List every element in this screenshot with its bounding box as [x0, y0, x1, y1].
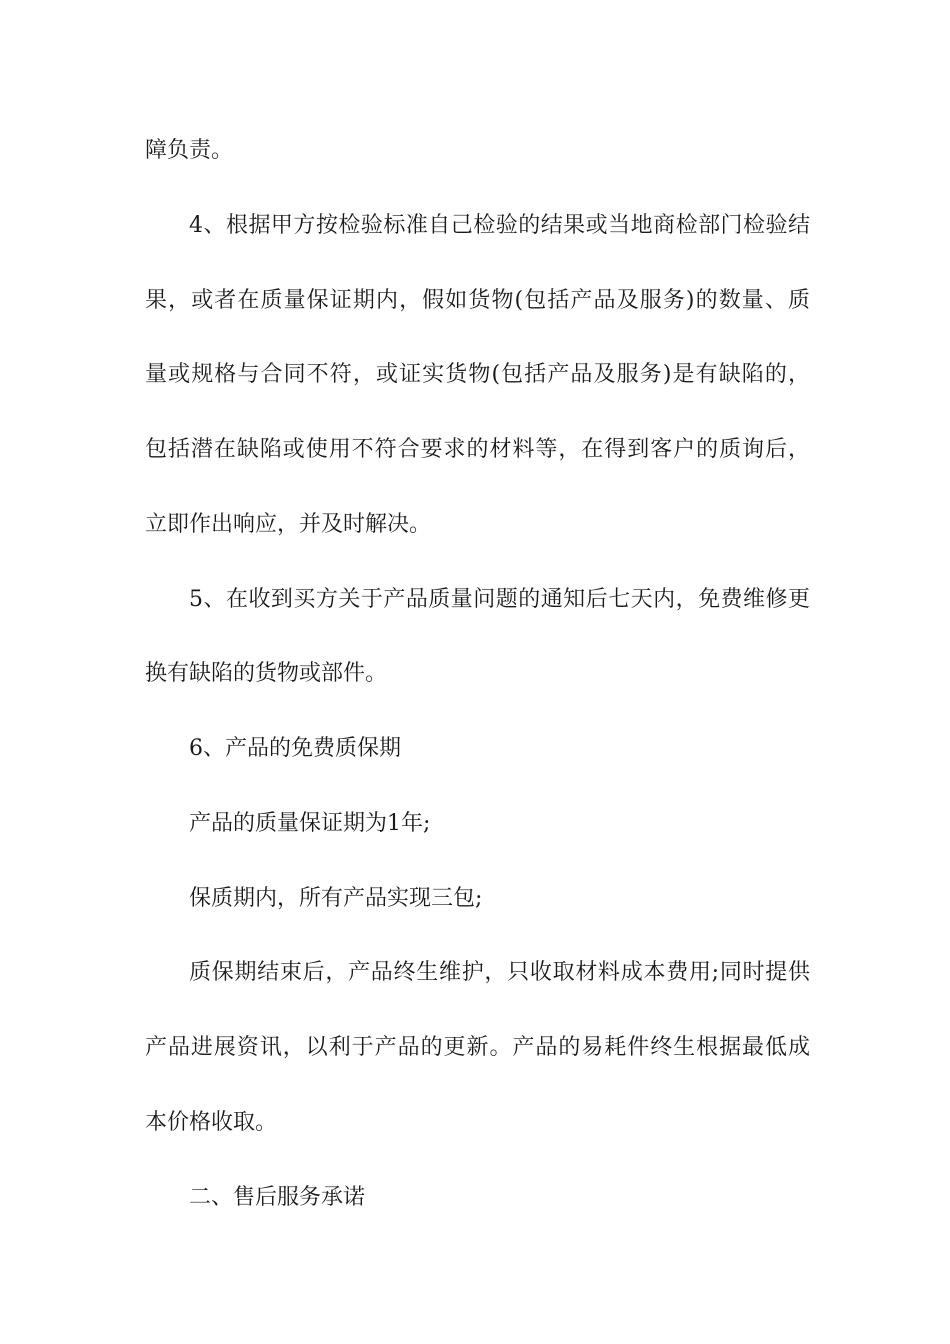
- text-line-6: 立即作出响应，并及时解决。: [145, 512, 432, 537]
- text-line-1: 障负责。: [145, 138, 234, 163]
- text-line-7: 5、在收到买方关于产品质量问题的通知后七天内，免费维修更: [189, 587, 810, 612]
- text-line-2: 4、根据甲方按检验标准自己检验的结果或当地商检部门检验结: [189, 213, 810, 238]
- text-line-9: 6、产品的免费质保期: [189, 736, 401, 761]
- section-heading: 二、售后服务承诺: [189, 1185, 366, 1210]
- text-line-3: 果，或者在质量保证期内，假如货物(包括产品及服务)的数量、质: [145, 288, 810, 313]
- text-line-12: 质保期结束后，产品终生维护，只收取材料成本费用;同时提供: [189, 960, 810, 985]
- text-line-11: 保质期内，所有产品实现三包;: [189, 886, 483, 911]
- text-line-4: 量或规格与合同不符，或证实货物(包括产品及服务)是有缺陷的，: [145, 362, 810, 387]
- text-line-14: 本价格收取。: [145, 1110, 278, 1135]
- text-line-10: 产品的质量保证期为1年;: [189, 811, 431, 836]
- text-line-8: 换有缺陷的货物或部件。: [145, 661, 388, 686]
- text-line-13: 产品进展资讯，以利于产品的更新。产品的易耗件终生根据最低成: [145, 1035, 810, 1060]
- text-line-5: 包括潜在缺陷或使用不符合要求的材料等，在得到客户的质询后，: [145, 437, 810, 462]
